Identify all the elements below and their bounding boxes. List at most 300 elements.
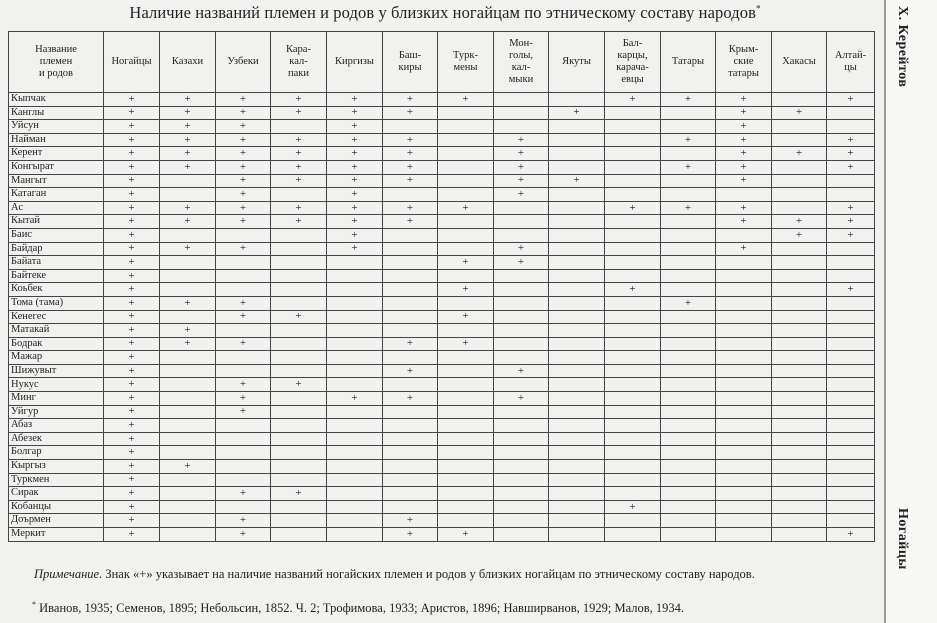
empty-cell bbox=[160, 188, 216, 202]
table-row bbox=[9, 460, 875, 474]
presence-mark-cell: + bbox=[383, 106, 438, 120]
empty-cell bbox=[772, 364, 827, 378]
table-row bbox=[9, 296, 875, 310]
empty-cell bbox=[716, 432, 772, 446]
presence-mark-cell: + bbox=[216, 106, 271, 120]
empty-cell bbox=[716, 473, 772, 487]
tribe-name-cell: Баис bbox=[9, 228, 104, 242]
empty-cell bbox=[271, 324, 327, 338]
empty-cell bbox=[661, 364, 716, 378]
presence-mark-cell: + bbox=[383, 174, 438, 188]
empty-cell bbox=[605, 487, 661, 501]
empty-cell bbox=[160, 528, 216, 542]
empty-cell bbox=[160, 283, 216, 297]
empty-cell bbox=[271, 242, 327, 256]
running-head-section: Ногайцы bbox=[895, 508, 910, 570]
header-uzbeks: Узбеки bbox=[216, 32, 271, 93]
header-row bbox=[9, 32, 875, 93]
table-row bbox=[9, 120, 875, 134]
empty-cell bbox=[549, 93, 605, 107]
presence-mark-cell: + bbox=[104, 405, 160, 419]
empty-cell bbox=[438, 351, 494, 365]
presence-mark-cell: + bbox=[827, 201, 875, 215]
tribe-name-cell: Кыпчак bbox=[9, 93, 104, 107]
presence-mark-cell: + bbox=[438, 201, 494, 215]
empty-cell bbox=[661, 120, 716, 134]
presence-mark-cell: + bbox=[271, 487, 327, 501]
table-note bbox=[8, 567, 878, 582]
presence-mark-cell: + bbox=[216, 215, 271, 229]
empty-cell bbox=[494, 93, 549, 107]
presence-mark-cell: + bbox=[383, 133, 438, 147]
tribe-name-cell: Сирак bbox=[9, 487, 104, 501]
empty-cell bbox=[605, 473, 661, 487]
empty-cell bbox=[438, 188, 494, 202]
presence-mark-cell: + bbox=[661, 296, 716, 310]
empty-cell bbox=[549, 419, 605, 433]
empty-cell bbox=[772, 310, 827, 324]
empty-cell bbox=[716, 419, 772, 433]
empty-cell bbox=[772, 283, 827, 297]
empty-cell bbox=[716, 310, 772, 324]
presence-mark-cell: + bbox=[772, 228, 827, 242]
presence-mark-cell: + bbox=[271, 174, 327, 188]
empty-cell bbox=[383, 120, 438, 134]
presence-mark-cell: + bbox=[327, 147, 383, 161]
empty-cell bbox=[383, 487, 438, 501]
empty-cell bbox=[160, 487, 216, 501]
empty-cell bbox=[772, 160, 827, 174]
empty-cell bbox=[494, 310, 549, 324]
empty-cell bbox=[772, 133, 827, 147]
presence-mark-cell: + bbox=[271, 93, 327, 107]
presence-mark-cell: + bbox=[383, 528, 438, 542]
empty-cell bbox=[661, 473, 716, 487]
empty-cell bbox=[661, 337, 716, 351]
presence-mark-cell: + bbox=[104, 473, 160, 487]
empty-cell bbox=[494, 432, 549, 446]
tribe-name-cell: Меркит bbox=[9, 528, 104, 542]
presence-mark-cell: + bbox=[104, 242, 160, 256]
empty-cell bbox=[438, 228, 494, 242]
presence-mark-cell: + bbox=[661, 93, 716, 107]
table-row bbox=[9, 242, 875, 256]
tribe-name-cell: Байтеке bbox=[9, 269, 104, 283]
empty-cell bbox=[549, 228, 605, 242]
presence-mark-cell: + bbox=[327, 93, 383, 107]
empty-cell bbox=[160, 228, 216, 242]
presence-mark-cell: + bbox=[827, 215, 875, 229]
empty-cell bbox=[494, 351, 549, 365]
empty-cell bbox=[605, 446, 661, 460]
presence-mark-cell: + bbox=[327, 188, 383, 202]
empty-cell bbox=[772, 528, 827, 542]
empty-cell bbox=[549, 310, 605, 324]
presence-mark-cell: + bbox=[216, 487, 271, 501]
empty-cell bbox=[716, 500, 772, 514]
empty-cell bbox=[271, 419, 327, 433]
empty-cell bbox=[661, 283, 716, 297]
empty-cell bbox=[549, 405, 605, 419]
table-row bbox=[9, 378, 875, 392]
empty-cell bbox=[160, 269, 216, 283]
presence-mark-cell: + bbox=[716, 215, 772, 229]
presence-mark-cell: + bbox=[494, 133, 549, 147]
presence-mark-cell: + bbox=[104, 392, 160, 406]
tribe-name-cell: Матакай bbox=[9, 324, 104, 338]
empty-cell bbox=[216, 228, 271, 242]
empty-cell bbox=[494, 296, 549, 310]
empty-cell bbox=[271, 351, 327, 365]
presence-mark-cell: + bbox=[104, 215, 160, 229]
empty-cell bbox=[549, 324, 605, 338]
empty-cell bbox=[549, 473, 605, 487]
empty-cell bbox=[327, 324, 383, 338]
empty-cell bbox=[605, 351, 661, 365]
empty-cell bbox=[494, 324, 549, 338]
empty-cell bbox=[438, 215, 494, 229]
empty-cell bbox=[438, 242, 494, 256]
empty-cell bbox=[271, 337, 327, 351]
presence-mark-cell: + bbox=[104, 120, 160, 134]
empty-cell bbox=[494, 473, 549, 487]
presence-mark-cell: + bbox=[494, 364, 549, 378]
empty-cell bbox=[160, 446, 216, 460]
header-nogais: Ногайцы bbox=[104, 32, 160, 93]
presence-mark-cell: + bbox=[494, 147, 549, 161]
empty-cell bbox=[661, 432, 716, 446]
empty-cell bbox=[772, 296, 827, 310]
empty-cell bbox=[160, 378, 216, 392]
empty-cell bbox=[549, 378, 605, 392]
empty-cell bbox=[494, 487, 549, 501]
title-text: Наличие названий племен и родов у близких ногайцам по этническому составу народов bbox=[129, 3, 756, 22]
empty-cell bbox=[827, 269, 875, 283]
empty-cell bbox=[827, 460, 875, 474]
empty-cell bbox=[494, 378, 549, 392]
table-body bbox=[9, 93, 875, 542]
empty-cell bbox=[772, 337, 827, 351]
presence-mark-cell: + bbox=[104, 201, 160, 215]
table-row bbox=[9, 174, 875, 188]
presence-mark-cell: + bbox=[827, 528, 875, 542]
presence-mark-cell: + bbox=[160, 133, 216, 147]
presence-mark-cell: + bbox=[160, 201, 216, 215]
presence-mark-cell: + bbox=[438, 528, 494, 542]
presence-mark-cell: + bbox=[772, 215, 827, 229]
tribe-name-cell: Туркмен bbox=[9, 473, 104, 487]
tribe-name-cell: Нукус bbox=[9, 378, 104, 392]
empty-cell bbox=[772, 120, 827, 134]
header-bashkirs: Баш- киры bbox=[383, 32, 438, 93]
empty-cell bbox=[327, 351, 383, 365]
presence-mark-cell: + bbox=[216, 378, 271, 392]
presence-mark-cell: + bbox=[438, 337, 494, 351]
empty-cell bbox=[605, 405, 661, 419]
tribe-name-cell: Минг bbox=[9, 392, 104, 406]
tribe-name-cell: Тома (тама) bbox=[9, 296, 104, 310]
empty-cell bbox=[383, 269, 438, 283]
empty-cell bbox=[383, 256, 438, 270]
empty-cell bbox=[772, 487, 827, 501]
empty-cell bbox=[438, 500, 494, 514]
presence-mark-cell: + bbox=[216, 201, 271, 215]
empty-cell bbox=[271, 228, 327, 242]
presence-mark-cell: + bbox=[104, 337, 160, 351]
presence-mark-cell: + bbox=[716, 106, 772, 120]
note-label: Примечание. bbox=[34, 567, 103, 581]
presence-mark-cell: + bbox=[216, 310, 271, 324]
empty-cell bbox=[772, 378, 827, 392]
tribe-name-cell: Кыргыз bbox=[9, 460, 104, 474]
empty-cell bbox=[605, 242, 661, 256]
presence-mark-cell: + bbox=[104, 296, 160, 310]
tribe-name-cell: Коьбек bbox=[9, 283, 104, 297]
empty-cell bbox=[438, 378, 494, 392]
header-kazakhs: Казахи bbox=[160, 32, 216, 93]
empty-cell bbox=[216, 256, 271, 270]
empty-cell bbox=[549, 133, 605, 147]
presence-mark-cell: + bbox=[216, 174, 271, 188]
tribe-name-cell: Мажар bbox=[9, 351, 104, 365]
empty-cell bbox=[494, 514, 549, 528]
empty-cell bbox=[438, 269, 494, 283]
presence-mark-cell: + bbox=[104, 283, 160, 297]
empty-cell bbox=[327, 419, 383, 433]
presence-mark-cell: + bbox=[383, 392, 438, 406]
empty-cell bbox=[661, 528, 716, 542]
empty-cell bbox=[438, 514, 494, 528]
empty-cell bbox=[160, 514, 216, 528]
header-kyrgyz: Киргизы bbox=[327, 32, 383, 93]
empty-cell bbox=[383, 378, 438, 392]
presence-mark-cell: + bbox=[216, 93, 271, 107]
empty-cell bbox=[827, 419, 875, 433]
empty-cell bbox=[271, 528, 327, 542]
empty-cell bbox=[605, 310, 661, 324]
empty-cell bbox=[661, 514, 716, 528]
references bbox=[32, 600, 882, 616]
empty-cell bbox=[827, 446, 875, 460]
empty-cell bbox=[605, 364, 661, 378]
empty-cell bbox=[827, 106, 875, 120]
empty-cell bbox=[271, 256, 327, 270]
empty-cell bbox=[438, 174, 494, 188]
empty-cell bbox=[827, 500, 875, 514]
presence-mark-cell: + bbox=[104, 528, 160, 542]
empty-cell bbox=[549, 147, 605, 161]
presence-mark-cell: + bbox=[383, 160, 438, 174]
refs-footnote-mark: * bbox=[32, 600, 36, 609]
presence-mark-cell: + bbox=[104, 446, 160, 460]
tribe-name-cell: Доърмен bbox=[9, 514, 104, 528]
empty-cell bbox=[216, 432, 271, 446]
empty-cell bbox=[160, 419, 216, 433]
empty-cell bbox=[438, 160, 494, 174]
header-turkmens: Турк- мены bbox=[438, 32, 494, 93]
empty-cell bbox=[772, 174, 827, 188]
presence-mark-cell: + bbox=[160, 147, 216, 161]
empty-cell bbox=[438, 106, 494, 120]
empty-cell bbox=[327, 364, 383, 378]
empty-cell bbox=[549, 364, 605, 378]
empty-cell bbox=[661, 487, 716, 501]
empty-cell bbox=[216, 473, 271, 487]
presence-mark-cell: + bbox=[216, 188, 271, 202]
presence-mark-cell: + bbox=[216, 337, 271, 351]
tribe-name-cell: Найман bbox=[9, 133, 104, 147]
note-text: Знак «+» указывает на наличие названий ногайских племен и родов у близких ногайцам по этническому составу народов. bbox=[105, 567, 755, 581]
presence-mark-cell: + bbox=[104, 324, 160, 338]
empty-cell bbox=[327, 256, 383, 270]
empty-cell bbox=[827, 351, 875, 365]
empty-cell bbox=[605, 269, 661, 283]
empty-cell bbox=[605, 160, 661, 174]
empty-cell bbox=[605, 106, 661, 120]
empty-cell bbox=[661, 310, 716, 324]
empty-cell bbox=[605, 174, 661, 188]
presence-mark-cell: + bbox=[216, 528, 271, 542]
empty-cell bbox=[549, 528, 605, 542]
empty-cell bbox=[271, 473, 327, 487]
empty-cell bbox=[549, 160, 605, 174]
empty-cell bbox=[494, 283, 549, 297]
empty-cell bbox=[827, 242, 875, 256]
presence-mark-cell: + bbox=[271, 106, 327, 120]
empty-cell bbox=[271, 364, 327, 378]
presence-mark-cell: + bbox=[549, 106, 605, 120]
empty-cell bbox=[216, 419, 271, 433]
empty-cell bbox=[438, 473, 494, 487]
empty-cell bbox=[827, 473, 875, 487]
empty-cell bbox=[271, 120, 327, 134]
presence-mark-cell: + bbox=[661, 133, 716, 147]
empty-cell bbox=[271, 392, 327, 406]
table-row bbox=[9, 228, 875, 242]
presence-mark-cell: + bbox=[605, 201, 661, 215]
empty-cell bbox=[383, 432, 438, 446]
empty-cell bbox=[661, 460, 716, 474]
presence-mark-cell: + bbox=[716, 174, 772, 188]
empty-cell bbox=[827, 324, 875, 338]
empty-cell bbox=[772, 473, 827, 487]
empty-cell bbox=[271, 296, 327, 310]
presence-mark-cell: + bbox=[327, 215, 383, 229]
empty-cell bbox=[827, 487, 875, 501]
empty-cell bbox=[605, 188, 661, 202]
empty-cell bbox=[216, 446, 271, 460]
table-row bbox=[9, 392, 875, 406]
empty-cell bbox=[716, 392, 772, 406]
empty-cell bbox=[605, 120, 661, 134]
empty-cell bbox=[772, 201, 827, 215]
empty-cell bbox=[494, 201, 549, 215]
empty-cell bbox=[160, 473, 216, 487]
empty-cell bbox=[605, 528, 661, 542]
empty-cell bbox=[549, 269, 605, 283]
presence-mark-cell: + bbox=[383, 215, 438, 229]
presence-mark-cell: + bbox=[160, 337, 216, 351]
empty-cell bbox=[605, 432, 661, 446]
empty-cell bbox=[827, 310, 875, 324]
empty-cell bbox=[716, 446, 772, 460]
empty-cell bbox=[160, 500, 216, 514]
empty-cell bbox=[549, 392, 605, 406]
tribe-name-cell: Канглы bbox=[9, 106, 104, 120]
empty-cell bbox=[494, 460, 549, 474]
header-balkars-karachays: Бал- карцы, карача- евцы bbox=[605, 32, 661, 93]
empty-cell bbox=[772, 432, 827, 446]
presence-mark-cell: + bbox=[327, 120, 383, 134]
empty-cell bbox=[383, 446, 438, 460]
empty-cell bbox=[605, 215, 661, 229]
empty-cell bbox=[827, 405, 875, 419]
table-row bbox=[9, 432, 875, 446]
empty-cell bbox=[327, 514, 383, 528]
empty-cell bbox=[216, 283, 271, 297]
empty-cell bbox=[327, 446, 383, 460]
presence-mark-cell: + bbox=[104, 487, 160, 501]
empty-cell bbox=[271, 283, 327, 297]
presence-mark-cell: + bbox=[104, 174, 160, 188]
presence-mark-cell: + bbox=[104, 133, 160, 147]
presence-mark-cell: + bbox=[216, 514, 271, 528]
presence-mark-cell: + bbox=[827, 228, 875, 242]
tribe-name-cell: Мангыт bbox=[9, 174, 104, 188]
presence-mark-cell: + bbox=[216, 133, 271, 147]
empty-cell bbox=[772, 269, 827, 283]
presence-mark-cell: + bbox=[716, 133, 772, 147]
empty-cell bbox=[549, 296, 605, 310]
tribe-name-cell: Ас bbox=[9, 201, 104, 215]
presence-mark-cell: + bbox=[383, 364, 438, 378]
table-row bbox=[9, 473, 875, 487]
presence-mark-cell: + bbox=[605, 283, 661, 297]
empty-cell bbox=[160, 432, 216, 446]
empty-cell bbox=[438, 487, 494, 501]
empty-cell bbox=[605, 133, 661, 147]
empty-cell bbox=[605, 514, 661, 528]
empty-cell bbox=[438, 432, 494, 446]
empty-cell bbox=[827, 256, 875, 270]
empty-cell bbox=[716, 378, 772, 392]
empty-cell bbox=[271, 500, 327, 514]
empty-cell bbox=[494, 228, 549, 242]
empty-cell bbox=[772, 460, 827, 474]
empty-cell bbox=[383, 419, 438, 433]
empty-cell bbox=[216, 324, 271, 338]
presence-mark-cell: + bbox=[104, 310, 160, 324]
empty-cell bbox=[716, 283, 772, 297]
empty-cell bbox=[160, 351, 216, 365]
presence-mark-cell: + bbox=[661, 160, 716, 174]
empty-cell bbox=[716, 188, 772, 202]
empty-cell bbox=[772, 500, 827, 514]
tribe-name-cell: Кенегес bbox=[9, 310, 104, 324]
presence-mark-cell: + bbox=[327, 228, 383, 242]
empty-cell bbox=[383, 283, 438, 297]
presence-mark-cell: + bbox=[160, 120, 216, 134]
presence-mark-cell: + bbox=[104, 351, 160, 365]
presence-mark-cell: + bbox=[327, 242, 383, 256]
header-altai: Алтай- цы bbox=[827, 32, 875, 93]
table-row bbox=[9, 324, 875, 338]
empty-cell bbox=[549, 460, 605, 474]
empty-cell bbox=[716, 364, 772, 378]
presence-mark-cell: + bbox=[605, 93, 661, 107]
header-crimean-tatars: Крым- ские татары bbox=[716, 32, 772, 93]
table-row bbox=[9, 528, 875, 542]
